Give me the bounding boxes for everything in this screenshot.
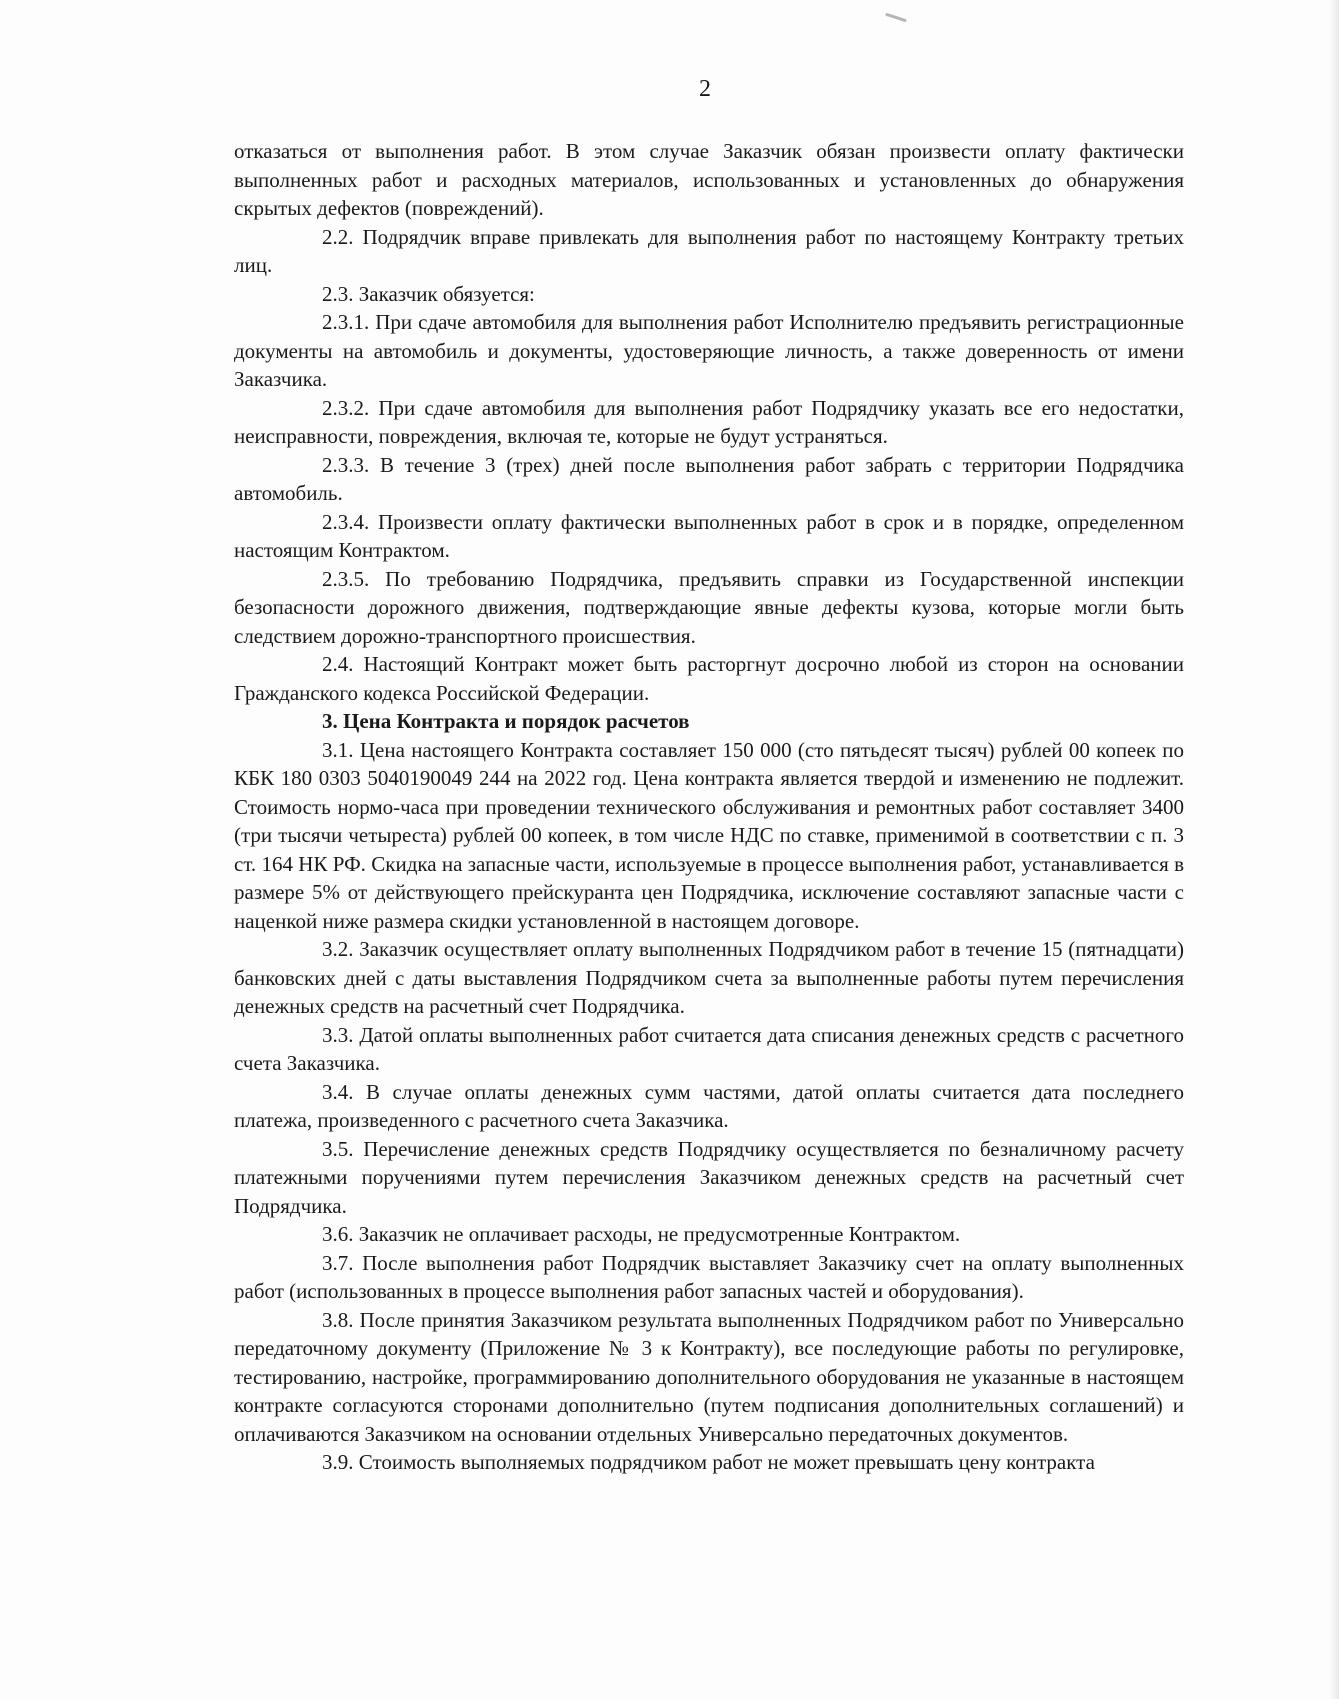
page-edge-shadow — [1329, 0, 1339, 1699]
paragraph-2-4: 2.4. Настоящий Контракт может быть расторгнут досрочно любой из сторон на основании Гражданского кодекса Российской Федерации. — [234, 652, 1184, 705]
paragraph-2-3: 2.3. Заказчик обязуется: — [322, 281, 535, 306]
paragraph-3-8: 3.8. После принятия Заказчиком результата выполненных Подрядчиком работ по Универсально передаточному документу (Приложение № 3 к Контракту), все последующие работы по регулировке, тестированию, настройке, программированию дополнительного оборудования не указанные в настоящем контракте согласуются сторонами дополнительно (путем подписания дополнительных соглашений) и оплачиваются Заказчиком на основании отдельных Универсально передаточных документов. — [234, 1307, 1184, 1446]
paragraph-3-1: 3.1. Цена настоящего Контракта составляет 150 000 (сто пятьдесят тысяч) рублей 00 копеек по КБК 180 0303 5040190049 244 на 2022 год. Цена контракта является твердой и изменению не подлежит. Стоимость нормо-часа при проведении технического обслуживания и ремонтных работ составляет 3400 (три тысячи четыреста) рублей 00 копеек, в том числе НДС по ставке, применимой в соответствии с п. 3 ст. 164 НК РФ. Скидка на запасные части, используемые в процессе выполнения работ, устанавливается в размере 5% от действующего прейскуранта цен Подрядчика, исключение составляют запасные части с наценкой ниже размера скидки установленной в настоящем договоре. — [234, 737, 1184, 933]
paragraph-3-9: 3.9. Стоимость выполняемых подрядчиком работ не может превышать цену контракта — [322, 1450, 1095, 1474]
document-body — [234, 137, 1184, 1477]
paragraph-3-2: 3.2. Заказчик осуществляет оплату выполненных Подрядчиком работ в течение 15 (пятнадцати) банковских дней с даты выставления Подрядчиком счета за выполненные работы путем перечисления денежных средств на расчетный счет Подрядчика. — [234, 937, 1184, 1018]
paragraph-2-2: 2.2. Подрядчик вправе привлекать для выполнения работ по настоящему Контракту третьих лиц. — [234, 224, 1184, 277]
paragraph-continuation: отказаться от выполнения работ. В этом случае Заказчик обязан произвести оплату фактически выполненных работ и расходных материалов, использованных и установленных до обнаружения скрытых дефектов (повреждений). — [234, 139, 1184, 220]
page-number: 2 — [699, 76, 711, 102]
scan-artifact-mark — [885, 13, 907, 23]
paragraph-2-3-4: 2.3.4. Произвести оплату фактически выполненных работ в срок и в порядке, определенном настоящим Контрактом. — [234, 509, 1184, 562]
paragraph-2-3-1: 2.3.1. При сдаче автомобиля для выполнения работ Исполнителю предъявить регистрационные документы на автомобиль и документы, удостоверяющие личность, а также доверенность от имени Заказчика. — [234, 310, 1184, 391]
paragraph-3-3: 3.3. Датой оплаты выполненных работ считается дата списания денежных средств с расчетного счета Заказчика. — [234, 1022, 1184, 1075]
paragraph-2-3-3: 2.3.3. В течение 3 (трех) дней после выполнения работ забрать с территории Подрядчика автомобиль. — [234, 452, 1184, 505]
paragraph-3-5: 3.5. Перечисление денежных средств Подрядчику осуществляется по безналичному расчету платежными поручениями путем перечисления Заказчиком денежных средств на расчетный счет Подрядчика. — [234, 1136, 1184, 1218]
paragraph-3-7: 3.7. После выполнения работ Подрядчик выставляет Заказчику счет на оплату выполненных работ (использованных в процессе выполнения работ запасных частей и оборудования). — [234, 1250, 1184, 1303]
paragraph-3-6: 3.6. Заказчик не оплачивает расходы, не предусмотренные Контрактом. — [322, 1222, 961, 1246]
paragraph-2-3-2: 2.3.2. При сдаче автомобиля для выполнения работ Подрядчику указать все его недостатки, неисправности, повреждения, включая те, которые не будут устраняться. — [234, 395, 1184, 448]
paragraph-2-3-5: 2.3.5. По требованию Подрядчика, предъявить справки из Государственной инспекции безопасности дорожного движения, подтверждающие явные дефекты кузова, которые могли быть следствием дорожно-транспортного происшествия. — [234, 566, 1184, 648]
section-heading-3: 3. Цена Контракта и порядок расчетов — [322, 709, 690, 733]
paragraph-3-4: 3.4. В случае оплаты денежных сумм частями, датой оплаты считается дата последнего платежа, произведенного с расчетного счета Заказчика. — [234, 1079, 1184, 1132]
